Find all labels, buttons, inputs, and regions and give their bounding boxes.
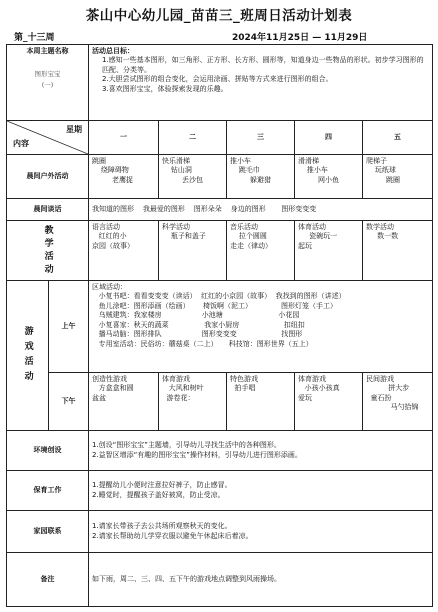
game-pm-cell-thu: 体育游戏 小孩小孩真 爱玩 bbox=[295, 373, 363, 431]
goals-cell bbox=[89, 45, 433, 121]
game-am-label: 上午 bbox=[49, 281, 89, 373]
note-content: 如下雨，周二、三、四、五下午的游戏地点调整到风雨操场。 bbox=[89, 553, 433, 607]
game-am-row bbox=[7, 281, 433, 373]
game-am-content: 区域活动： 小复书吧：看看变变变（读话） 红红的小京园（故事） 我找到的图形（讲述） 鱼儿涂吧：图形添画（绘画） 椅饭啊（泥工） 图形灯笼（手工） 乌贼建筑：我家楼房 小池塘 小花园 小复喜家：秋天的蔬菜 我家小厨房 扣纽扣 播马动脑：图形排队 图形变变变 找图形 专用室活动：民俗坊：蘑菇桌（二上） 科技馆：图形世界（五上） bbox=[89, 281, 433, 373]
day-tuesday: 二 bbox=[159, 121, 227, 155]
teaching-label: 教学活动 bbox=[7, 221, 89, 281]
game-pm-cell-mon: 创造性游戏 方盒盒和圆 盆盆 bbox=[89, 373, 159, 431]
theme-name: 图形宝宝 bbox=[34, 70, 61, 79]
environment-content: 1.创设“图形宝宝”主题墙，引导幼儿寻找生活中的各种图形。 2.益智区增添“有趣的图形宝宝”操作材料，引导幼儿进行图形添画。 bbox=[89, 431, 433, 471]
day-wednesday: 三 bbox=[227, 121, 295, 155]
theme-label: 本周主题名称 bbox=[26, 47, 69, 55]
day-thursday: 四 bbox=[295, 121, 363, 155]
date-range: 2024年11月25日 — 11月29日 bbox=[232, 33, 368, 43]
outdoor-cell-thu: 滑滑梯 推小车 网小鱼 bbox=[295, 155, 363, 199]
day-monday: 一 bbox=[89, 121, 159, 155]
care-label: 保育工作 bbox=[7, 471, 89, 511]
family-label: 家园联系 bbox=[7, 511, 89, 553]
family-content: 1.请家长带孩子去公共场所观察秋天的变化。 2.请家长帮助幼儿学穿衣服以避免午休起床后着凉。 bbox=[89, 511, 433, 553]
note-label: 备注 bbox=[7, 553, 89, 607]
outdoor-label: 晨间户外活动 bbox=[7, 155, 89, 199]
care-content: 1.提醒幼儿小便时注意拉好裤子，防止感冒。 2.睡觉时，提醒孩子盖好被窝，防止受凉。 bbox=[89, 471, 433, 511]
header-weekday-label: 星期 bbox=[66, 125, 82, 134]
teaching-cell-tue: 科学活动 瓶子和盖子 bbox=[159, 221, 227, 281]
goal-item: 1.感知一些基本图形，如三角形、正方形、长方形、圆形等，知道身边一些物品的形状。初步学习图形的匹配、分类等。 bbox=[102, 56, 424, 74]
outdoor-cell-wed: 推小车 跳毛巾 躲避猎 bbox=[227, 155, 295, 199]
teaching-cell-fri: 数学活动 数一数 bbox=[363, 221, 433, 281]
diagonal-header-cell bbox=[7, 121, 89, 155]
goals-row bbox=[7, 45, 433, 121]
day-friday: 五 bbox=[363, 121, 433, 155]
theme-index: (一) bbox=[41, 81, 54, 90]
talk-row bbox=[7, 199, 433, 221]
goals-title: 活动总目标： bbox=[92, 47, 134, 55]
outdoor-cell-fri: 爬梯子 玩纸球 跳圈 bbox=[363, 155, 433, 199]
teaching-row bbox=[7, 221, 433, 281]
header-content-label: 内容 bbox=[13, 139, 29, 149]
outdoor-cell-tue: 快乐滑梯 钻山洞 丢沙包 bbox=[159, 155, 227, 199]
game-pm-row bbox=[7, 373, 433, 431]
talk-topics: 我知道的图形 我最爱的图形 图形朵朵 身边的图形 图形变变变 bbox=[89, 199, 433, 221]
game-pm-cell-fri: 民间游戏 拼大步 童石扮 马勺拾锦 bbox=[363, 373, 433, 431]
day-header-row bbox=[7, 121, 433, 155]
page-title: 茶山中心幼儿园_苗苗三_班周日活动计划表 bbox=[85, 8, 353, 24]
game-pm-label: 下午 bbox=[49, 373, 89, 431]
teaching-cell-wed: 音乐活动 拉个圆圆 走走（律动） bbox=[227, 221, 295, 281]
week-number: 第_十三周 bbox=[14, 33, 55, 43]
outdoor-row bbox=[7, 155, 433, 199]
game-pm-cell-wed: 特色游戏 拍手唱 bbox=[227, 373, 295, 431]
care-row bbox=[7, 471, 433, 511]
teaching-cell-mon: 语言活动 红红的小 京园（故事） bbox=[89, 221, 159, 281]
environment-label: 环境创设 bbox=[7, 431, 89, 471]
family-row bbox=[7, 511, 433, 553]
theme-cell bbox=[7, 45, 89, 121]
talk-label: 晨间谈话 bbox=[7, 199, 89, 221]
game-pm-cell-tue: 体育游戏 大风和树叶 游卷花： bbox=[159, 373, 227, 431]
plan-table bbox=[6, 44, 433, 607]
goal-item: 3.喜欢图形宝宝，体验探索发现的乐趣。 bbox=[102, 84, 228, 93]
goal-item: 2.大胆尝试图形的组合变化，会运用涂画、拼贴等方式来进行图形的组合。 bbox=[102, 75, 333, 84]
environment-row bbox=[7, 431, 433, 471]
teaching-cell-thu: 体育活动 瓷碗玩一 起玩 bbox=[295, 221, 363, 281]
outdoor-cell-mon: 跳圈 绕障碍物 老鹰捉 bbox=[89, 155, 159, 199]
game-label: 游戏活动 bbox=[7, 281, 49, 431]
note-row bbox=[7, 553, 433, 607]
